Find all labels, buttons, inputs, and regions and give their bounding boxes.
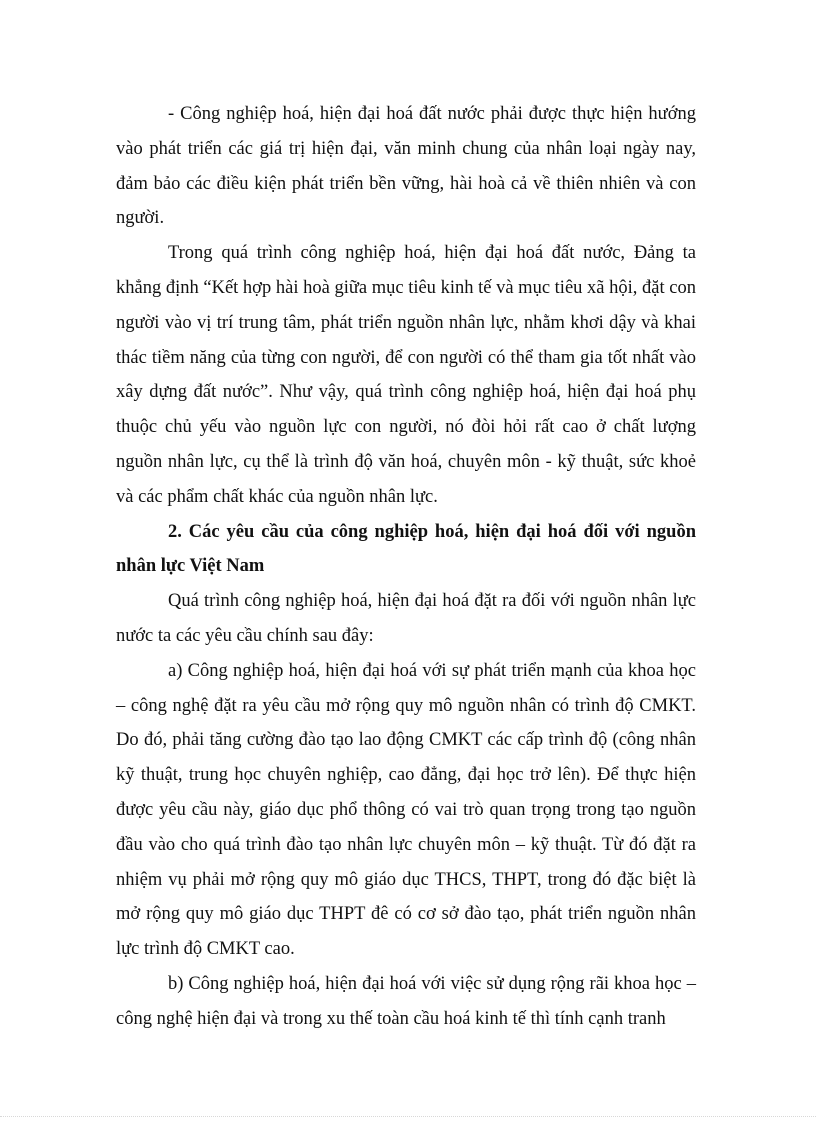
section-heading-requirements: 2. Các yêu cầu của công nghiệp hoá, hiện đại hoá đối với nguồn nhân lực Việt Nam xyxy=(116,521,696,577)
document-body xyxy=(116,97,696,1037)
paragraph-requirement-a: a) Công nghiệp hoá, hiện đại hoá với sự phát triển mạnh của khoa học – công nghệ đặt ra yêu cầu mở rộng quy mô nguồn nhân có trình độ CMKT. Do đó, phải tăng cường đào tạo lao động CMKT các cấp trình độ (công nhân kỹ thuật, trung học chuyên nghiệp, cao đẳng, đại học trở lên). Để thực hiện được yêu cầu này, giáo dục phổ thông có vai trò quan trọng trong tạo nguồn đầu vào cho quá trình đào tạo nhân lực chuyên môn – kỹ thuật. Từ đó đặt ra nhiệm vụ phải mở rộng quy mô giáo dục THCS, THPT, trong đó đặc biệt là mở rộng quy mô giáo dục THPT đê có cơ sở đào tạo, phát triển nguồn nhân lực trình độ CMKT cao. xyxy=(116,660,696,960)
paragraph-party-affirmation: Trong quá trình công nghiệp hoá, hiện đại hoá đất nước, Đảng ta khẳng định “Kết hợp hài hoà giữa mục tiêu kinh tế và mục tiêu xã hội, đặt con người vào vị trí trung tâm, phát triển nguồn nhân lực, nhằm khơi dậy và khai thác tiềm năng của từng con người, để con người có thể tham gia tốt nhất vào xây dựng đất nước”. Như vậy, quá trình công nghiệp hoá, hiện đại hoá phụ thuộc chủ yếu vào nguồn lực con người, nó đòi hỏi rất cao ở chất lượng nguồn nhân lực, cụ thể là trình độ văn hoá, chuyên môn - kỹ thuật, sức khoẻ và các phẩm chất khác của nguồn nhân lực. xyxy=(116,243,696,507)
paragraph-requirements-intro: Quá trình công nghiệp hoá, hiện đại hoá đặt ra đối với nguồn nhân lực nước ta các yêu cầu chính sau đây: xyxy=(116,591,696,646)
page-bottom-divider xyxy=(0,1116,816,1117)
paragraph-requirement-b: b) Công nghiệp hoá, hiện đại hoá với việc sử dụng rộng rãi khoa học – công nghệ hiện đại và trong xu thế toàn cầu hoá kinh tế thì tính cạnh tranh xyxy=(116,973,696,1029)
paragraph-industrialization-values: - Công nghiệp hoá, hiện đại hoá đất nước phải được thực hiện hướng vào phát triển các giá trị hiện đại, văn minh chung của nhân loại ngày nay, đảm bảo các điều kiện phát triển bền vững, hài hoà cả về thiên nhiên và con người. xyxy=(116,104,696,229)
